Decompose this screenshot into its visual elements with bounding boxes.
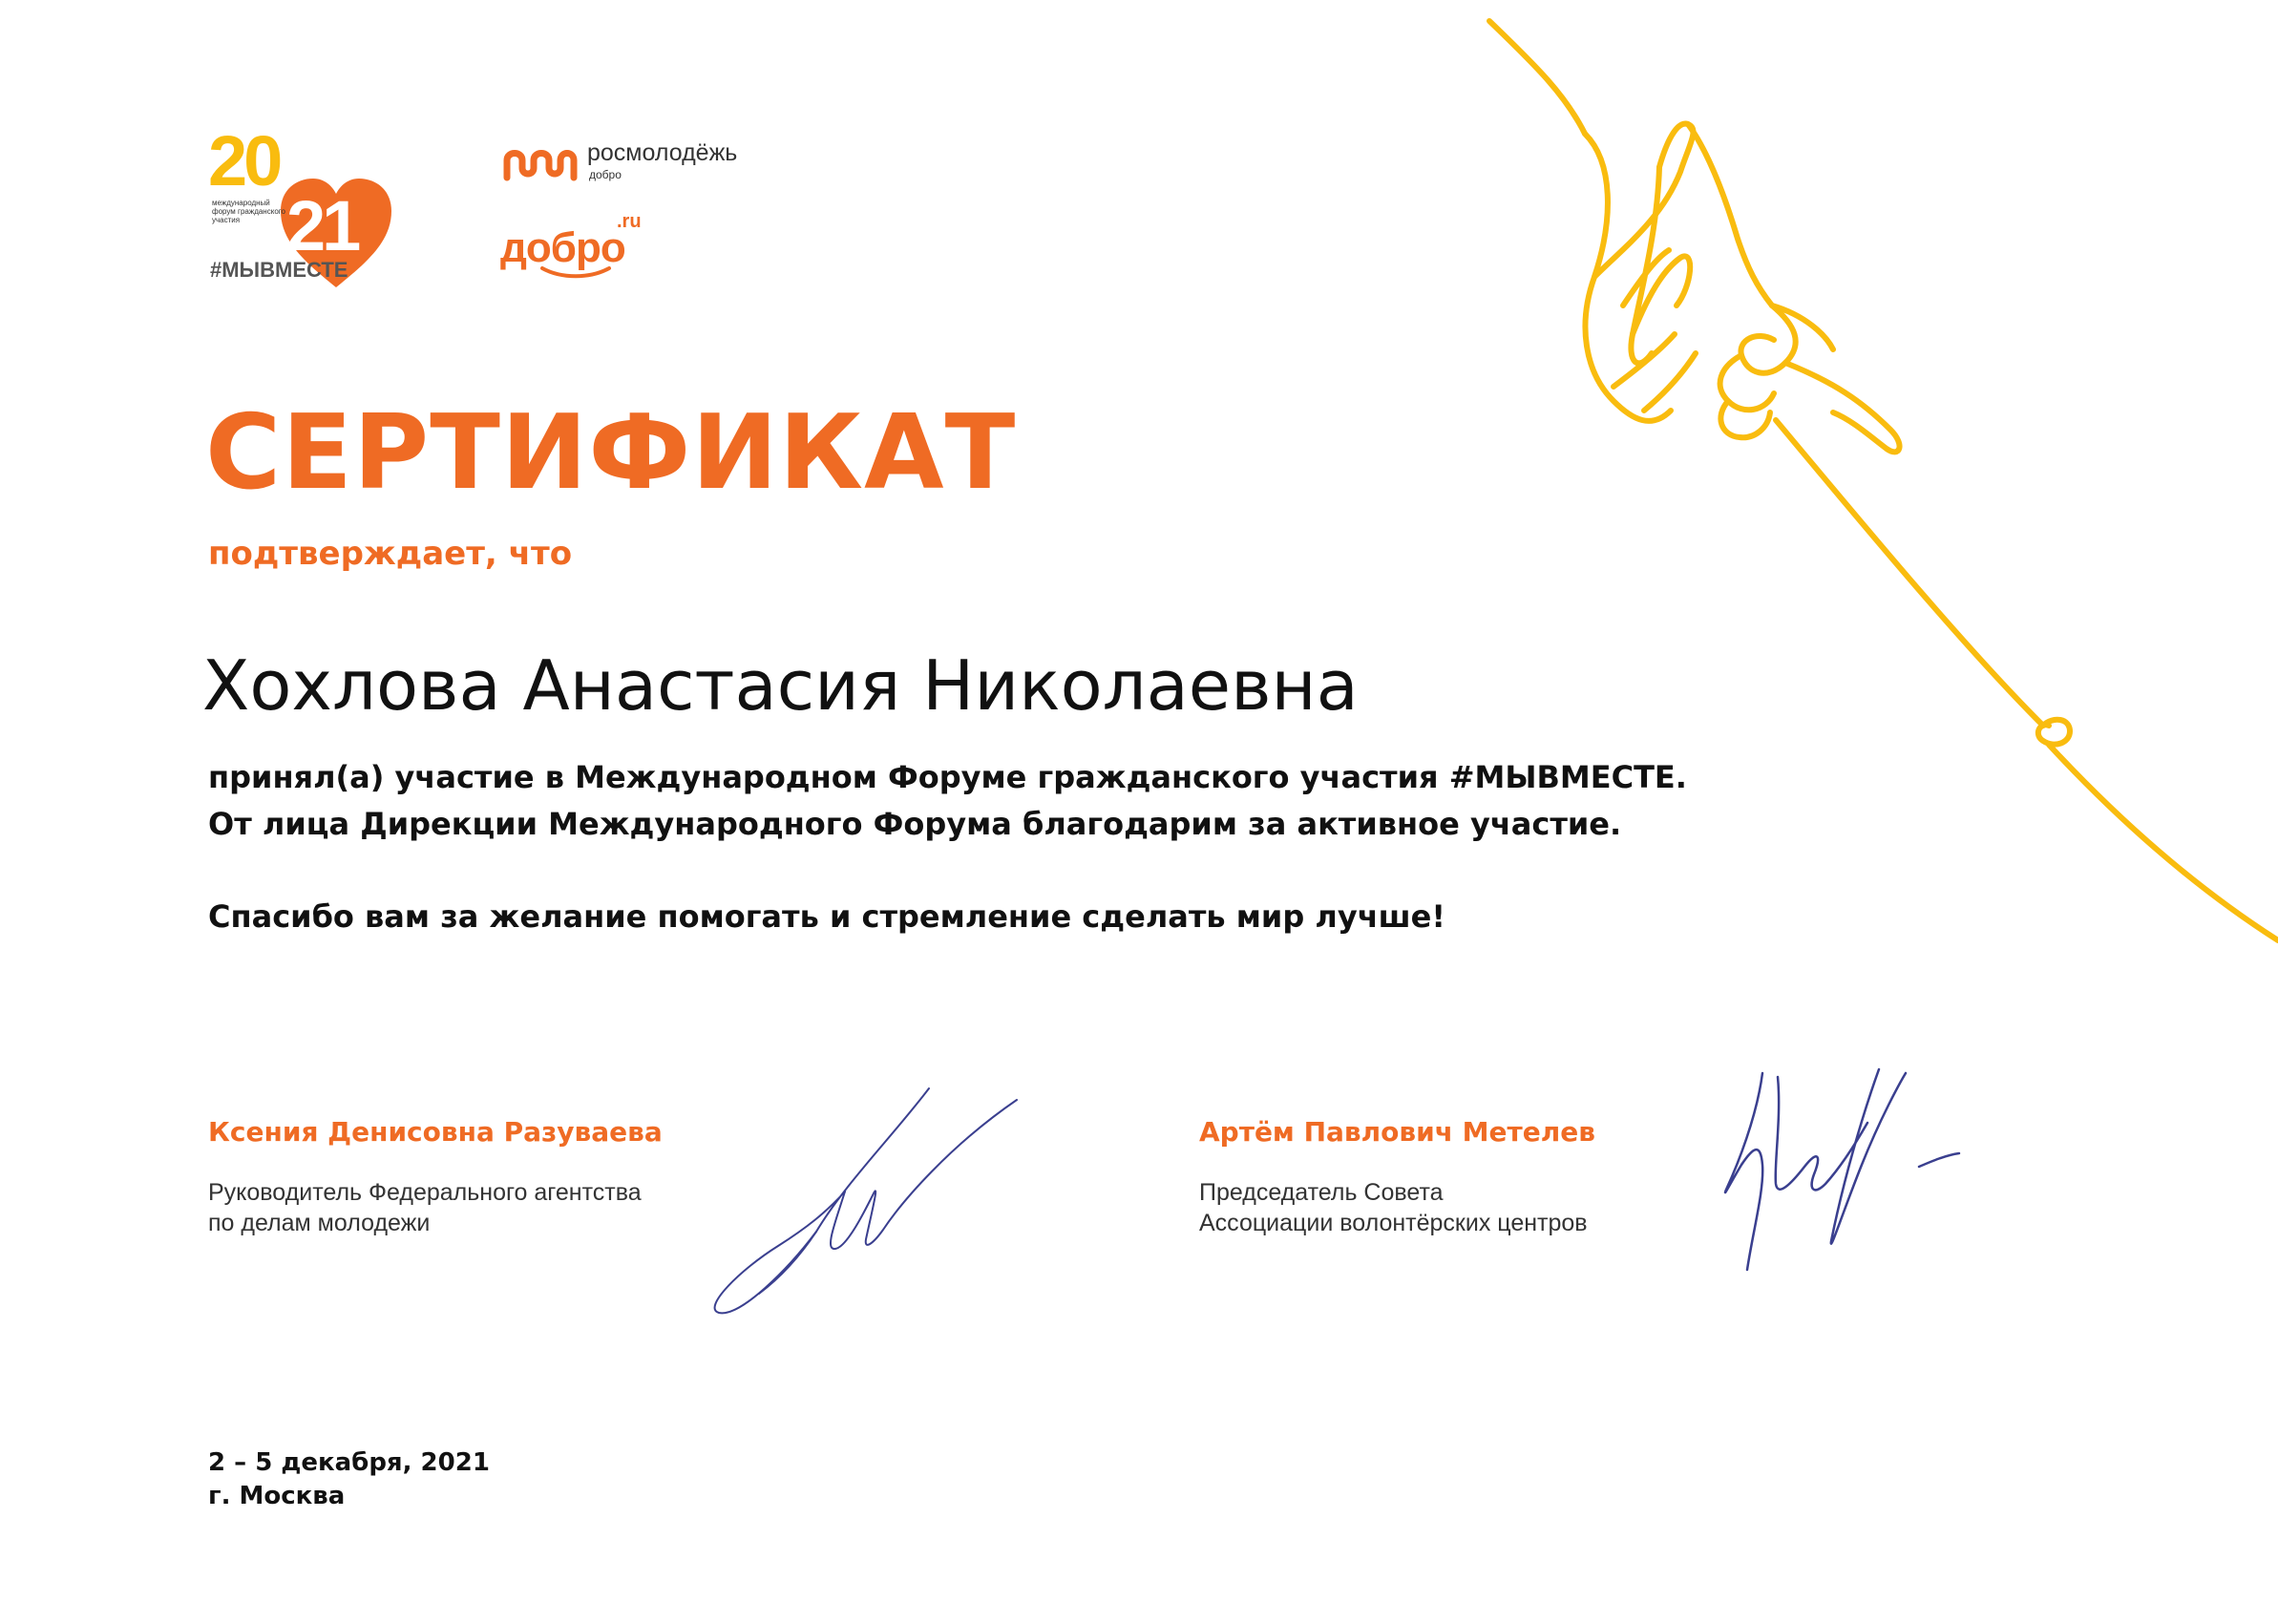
recipient-name: Хохлова Анастасия Николаевна	[202, 645, 1359, 726]
smile-icon	[538, 265, 613, 279]
rosmolodezh-name: росмолодёжь	[587, 139, 738, 166]
signatory-1-role-line-1: Руководитель Федерального агентства	[208, 1179, 642, 1206]
rosmolodezh-logo	[501, 139, 788, 183]
forum-hashtag: #МЫВМЕСТЕ	[210, 258, 348, 282]
signatory-1-name: Ксения Денисовна Разуваева	[208, 1116, 663, 1148]
rosmolodezh-mark-icon	[501, 143, 580, 181]
dobro-logo	[500, 212, 653, 279]
signatory-2-name: Артём Павлович Метелев	[1199, 1116, 1595, 1148]
forum-logo	[208, 121, 399, 291]
signatory-2-role-line-1: Председатель Совета	[1199, 1179, 1444, 1206]
event-dates: 2 – 5 декабря, 2021	[208, 1448, 490, 1477]
confirm-text: подтверждает, что	[208, 535, 573, 573]
signature-2	[1719, 1060, 1995, 1279]
body-line-3: Спасибо вам за желание помогать и стремление сделать мир лучше!	[208, 898, 1445, 935]
certificate-title: СЕРТИФИКАТ	[205, 393, 1017, 513]
forum-caption: международный форум гражданского участия	[212, 199, 285, 224]
body-line-2: От лица Дирекции Международного Форума благодарим за активное участие.	[208, 806, 1622, 842]
signature-1	[702, 1079, 1026, 1318]
signatory-1-role-line-2: по делам молодежи	[208, 1210, 431, 1236]
dobro-word: добро	[500, 224, 625, 271]
signatory-2-role-line-2: Ассоциации волонтёрских центров	[1199, 1210, 1588, 1236]
forum-year-top: 20	[208, 121, 280, 200]
event-place: г. Москва	[208, 1482, 346, 1510]
forum-year-bottom: 21	[286, 186, 358, 265]
rosmolodezh-sub: добро	[589, 168, 622, 181]
body-line-1: принял(а) участие в Международном Форуме гражданского участия #МЫВМЕСТЕ.	[208, 759, 1687, 795]
dobro-suffix: .ru	[617, 211, 642, 232]
